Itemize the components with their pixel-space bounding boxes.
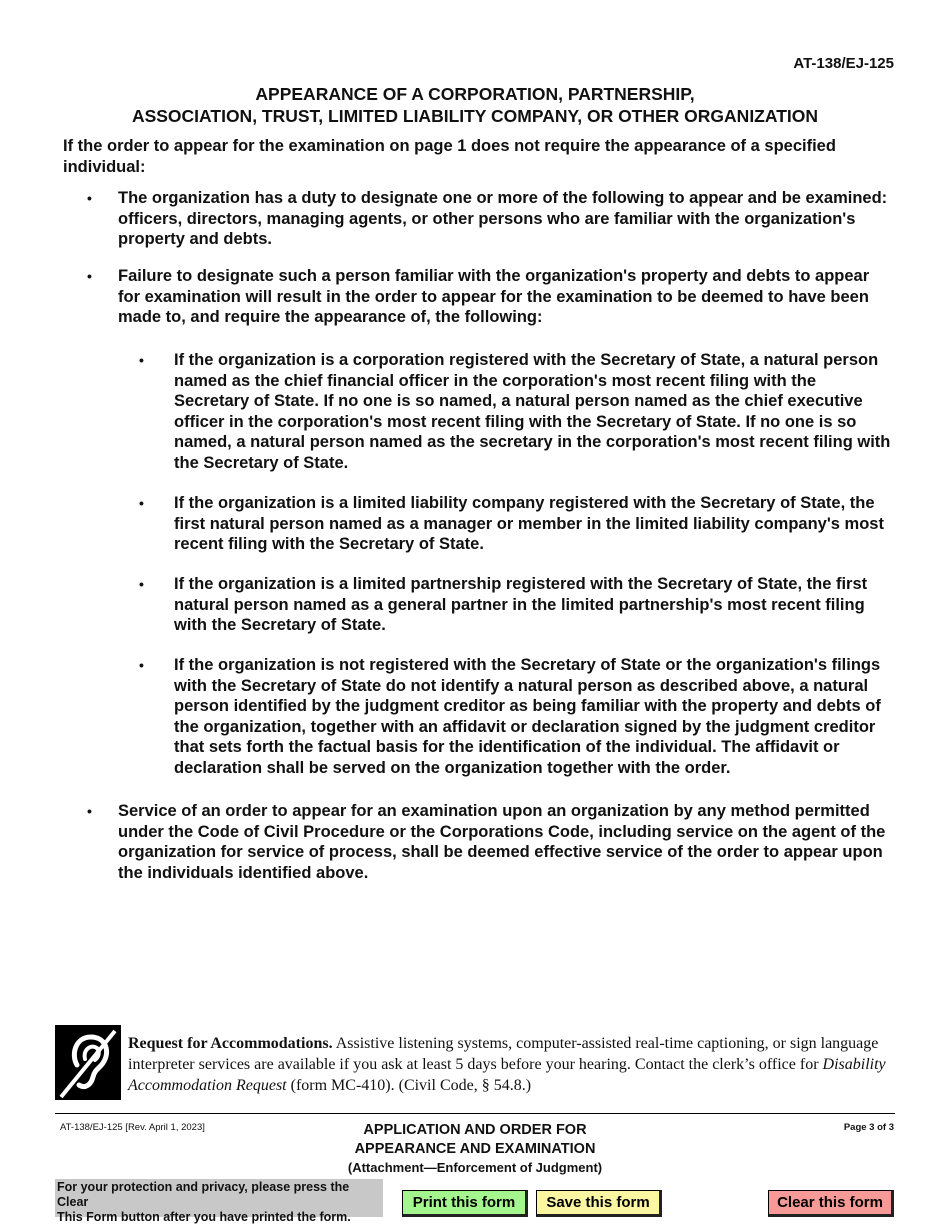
list-item-text: The organization has a duty to designate one or more of the following to appear and be examined: officers, directors, managing agents, or other persons who are familiar with the organization's property and debts. xyxy=(118,189,888,248)
footer-title xyxy=(0,1121,950,1177)
list-item-text: Service of an order to appear for an examination upon an organization by any method permitted under the Code of Civil Procedure or the Corporations Code, including service on the agent of the organization for service of process, shall be deemed effective service of the order to appear upon the individuals identified above. xyxy=(118,802,886,882)
bullet-icon: • xyxy=(139,495,144,511)
accommodations-notice xyxy=(128,1033,888,1096)
bullet-icon: • xyxy=(87,190,92,206)
bullet-icon: • xyxy=(87,268,92,284)
intro-paragraph: If the order to appear for the examination on page 1 does not require the appearance of a specified individual: xyxy=(63,137,836,176)
footer-title-line-1: APPLICATION AND ORDER FOR xyxy=(363,1122,587,1138)
list-item xyxy=(87,266,888,328)
sub-list-item-text: If the organization is not registered with the Secretary of State or the organization's filings with the Secretary of State do not identify a natural person as described above, a natural person identified by the judgment creditor as being familiar with the property and debts of the organization, together with an affidavit or declaration signed by the judgment creditor that sets forth the factual basis for the identification of the individual. The affidavit or declaration shall be served on the organization together with the order. xyxy=(174,656,881,777)
accommodations-citation: (form MC-410). (Civil Code, § 54.8.) xyxy=(286,1077,532,1094)
accommodations-text: Assistive listening systems, computer-assisted real-time captioning, or sign language interpreter services are available if you ask at least 5 days before your hearing. Contact the clerk’s office for xyxy=(128,1035,879,1073)
bullet-icon: • xyxy=(139,657,144,673)
bullet-icon: • xyxy=(139,576,144,592)
footer-subtitle: (Attachment—Enforcement of Judgment) xyxy=(347,1160,603,1175)
sub-list-item-text: If the organization is a corporation registered with the Secretary of State, a natural person named as the chief financial officer in the corporation's most recent filing with the Secretary of State. If no one is so named, a natural person named as the chief executive officer in the corporation's most recent filing with the Secretary of State. If no one is so named, a natural person named as the secretary in the corporation's most recent filing with the Secretary of State. xyxy=(174,351,891,472)
title-line-2: ASSOCIATION, TRUST, LIMITED LIABILITY COMPANY, OR OTHER ORGANIZATION xyxy=(131,106,819,126)
print-form-button[interactable]: Print this form xyxy=(402,1190,528,1217)
list-item xyxy=(87,188,888,250)
sub-list-item xyxy=(139,350,894,473)
clear-form-button[interactable]: Clear this form xyxy=(768,1190,894,1217)
page-number: Page 3 of 3 xyxy=(843,1122,894,1133)
list-item-text: Failure to designate such a person familiar with the organization's property and debts to appear for examination will result in the order to appear for the examination to be deemed to have been made to, and require the appearance of, the following: xyxy=(118,267,870,326)
sub-list-item xyxy=(139,574,894,636)
accommodation-form-name: Disability Accommodation Request xyxy=(128,1056,886,1094)
title-line-1: APPEARANCE OF A CORPORATION, PARTNERSHIP, xyxy=(255,84,695,104)
bullet-icon: • xyxy=(139,352,144,368)
bullet-icon: • xyxy=(87,803,92,819)
sub-list-item xyxy=(139,655,894,778)
sub-list-item-text: If the organization is a limited partnership registered with the Secretary of State, the first natural person named as a general partner in the limited partnership's most recent filing with the Secretary of State. xyxy=(174,575,868,634)
accommodations-heading: Request for Accommodations. xyxy=(128,1035,333,1052)
form-number: AT-138/EJ-125 xyxy=(793,55,894,72)
footer-title-line-2: APPEARANCE AND EXAMINATION xyxy=(354,1141,596,1157)
revision-date: AT-138/EJ-125 [Rev. April 1, 2023] xyxy=(60,1122,205,1133)
privacy-notice xyxy=(55,1179,383,1224)
page-title xyxy=(0,83,950,127)
privacy-line-1: For your protection and privacy, please press the Clear xyxy=(57,1180,350,1209)
sub-list-item xyxy=(139,493,894,555)
footer-divider xyxy=(55,1113,895,1114)
list-item xyxy=(87,801,888,883)
sub-list-item-text: If the organization is a limited liability company registered with the Secretary of State, the first natural person named as a manager or member in the limited liability company's most recent filing with the Secretary of State. xyxy=(174,494,884,553)
assistive-listening-ear-icon xyxy=(55,1025,121,1100)
privacy-line-2: This Form button after you have printed the form. xyxy=(57,1210,351,1224)
save-form-button[interactable]: Save this form xyxy=(536,1190,662,1217)
